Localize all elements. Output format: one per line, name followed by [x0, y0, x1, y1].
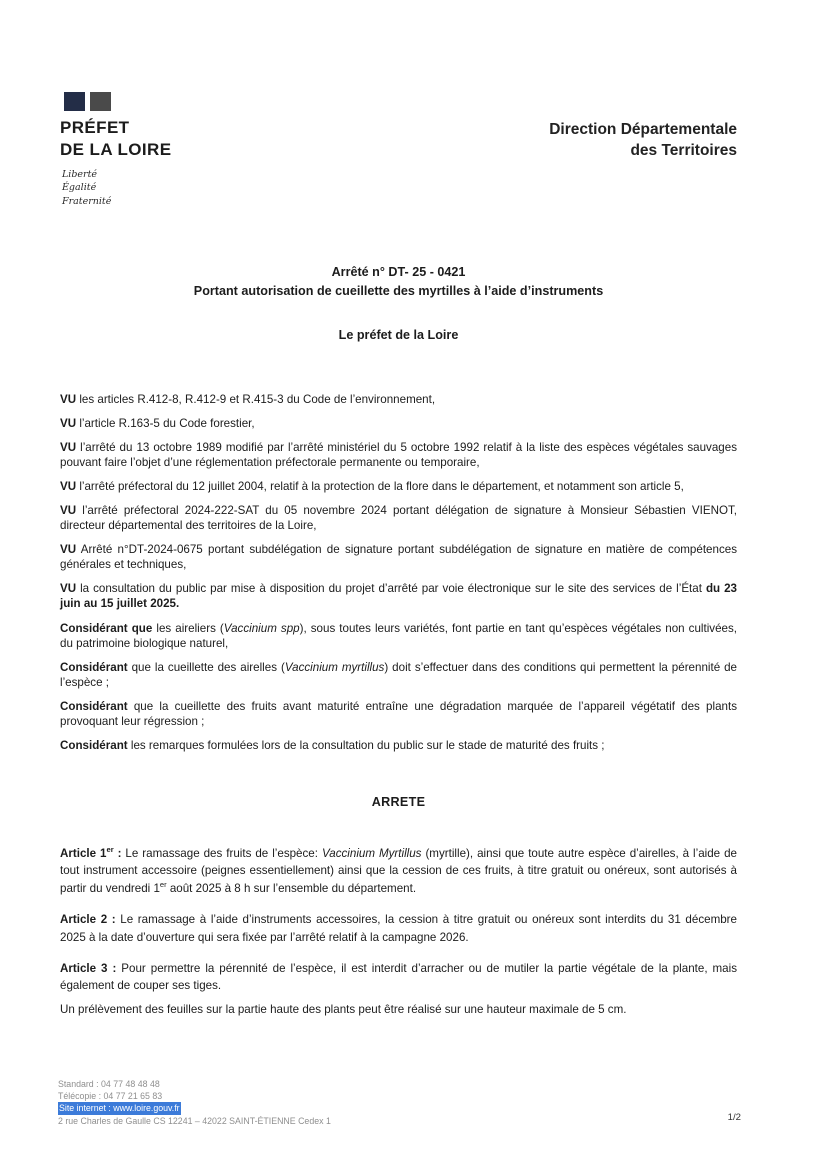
considerant-paragraph-2: Considérant que la cueillette des airelles (Vaccinium myrtillus) doit s’effectuer dans des conditions qui permettent la pérennité de l’espèce ;	[60, 660, 738, 689]
considerant-paragraph-3: Considérant que la cueillette des fruits avant maturité entraîne une dégradation marquée de l’appareil végétatif des plants provoquant leur régression ;	[60, 699, 737, 728]
footer-address: 2 rue Charles de Gaulle CS 12241 – 42022 SAINT-ÉTIENNE Cedex 1	[58, 1115, 331, 1126]
article-3-continuation: Un prélèvement des feuilles sur la partie haute des plants peut être réalisé sur une hauteur maximale de 5 cm.	[60, 1002, 627, 1016]
arrete-heading: ARRETE	[371, 794, 426, 809]
footer-fax: Télécopie : 04 77 21 65 83	[58, 1091, 163, 1102]
marianne-flag-icon	[64, 92, 171, 111]
agency-name	[60, 117, 171, 161]
flag-right-block-icon	[90, 92, 111, 111]
issuer-title: Le préfet de la Loire	[338, 327, 459, 342]
document-header	[60, 92, 737, 209]
direction-title-line1: Direction Départementale	[549, 121, 737, 138]
considerant-paragraph-4: Considérant les remarques formulées lors de la consultation du public sur le stade de maturité des fruits ;	[60, 738, 605, 752]
title-block	[60, 263, 737, 302]
page-number: 1/2	[727, 1112, 741, 1123]
agency-name-line2: DE LA LOIRE	[60, 139, 172, 159]
agency-name-line1: PRÉFET	[60, 118, 130, 137]
vu-paragraph-3: VU l’arrêté du 13 octobre 1989 modifié par l’arrêté ministériel du 5 octobre 1992 relatif à la liste des espèces végétales sauvages pouvant faire l’objet d’une réglementation préfectorale permanente ou temporaire,	[60, 440, 737, 470]
vu-paragraph-7: VU la consultation du public par mise à disposition du projet d’arrêté par voie électronique sur le site des services de l’État du 23 juin au 15 juillet 2025.	[60, 582, 738, 611]
article-2: Article 2 : Le ramassage à l’aide d’instruments accessoires, la cession à titre gratuit ou onéreux sont interdits du 31 décembre 2025 à la date d’ouverture qui sera fixée par l’arrêté relatif à la campagne 2026.	[60, 913, 737, 944]
vu-paragraph-6: VU Arrêté n°DT-2024-0675 portant subdélégation de signature portant subdélégation de signature en matière de compétences générales et techniques,	[60, 543, 737, 572]
prefet-logo-block	[60, 92, 171, 209]
direction-title	[549, 120, 737, 162]
vu-paragraph-1: VU les articles R.412-8, R.412-9 et R.415-3 du Code de l’environnement,	[60, 392, 436, 406]
flag-left-block-icon	[64, 92, 85, 111]
considerant-paragraph-1: Considérant que les aireliers (Vaccinium spp), sous toutes leurs variétés, font partie en tant qu’espèces végétales non cultivées, du patrimoine biologique naturel,	[60, 621, 737, 650]
motto-liberte: Liberté	[62, 168, 98, 180]
footer-block	[58, 1078, 331, 1127]
direction-title-line2: des Territoires	[630, 141, 737, 159]
arrete-number: Arrêté n° DT- 25 - 0421	[331, 264, 466, 279]
vu-paragraph-4: VU l’arrêté préfectoral du 12 juillet 2004, relatif à la protection de la flore dans le département, et notamment son article 5,	[60, 480, 684, 494]
footer-phone: Standard : 04 77 48 48 48	[58, 1078, 160, 1089]
article-1: Article 1er : Le ramassage des fruits de l’espèce: Vaccinium Myrtillus (myrtille), ainsi que toute autre espèce d’airelles, à l’aide de tout instrument accessoire (peignes essentiellement) ainsi que la cession de ces fruits, à titre gratuit ou onéreux, sont autorisés à partir du vendredi 1er août 2025 à 8 h sur l’ensemble du département.	[60, 845, 737, 895]
vu-paragraph-2: VU l’article R.163-5 du Code forestier,	[60, 416, 255, 430]
document-body	[60, 392, 737, 1018]
motto-egalite: Égalité	[62, 182, 97, 194]
republic-motto	[62, 168, 171, 209]
motto-fraternite: Fraternité	[62, 196, 112, 208]
vu-paragraph-5: VU l’arrêté préfectoral 2024-222-SAT du 05 novembre 2024 portant délégation de signature à Monsieur Sébastien VIENOT, directeur départemental des territoires de la Loire,	[60, 504, 737, 533]
arrete-subject: Portant autorisation de cueillette des myrtilles à l’aide d’instruments	[193, 284, 604, 299]
footer-website-link[interactable]: Site internet : www.loire.gouv.fr	[59, 1103, 180, 1114]
article-3: Article 3 : Pour permettre la pérennité de l’espèce, il est interdit d’arracher ou de mutiler la partie végétale de la plante, mais également de couper ses tiges.	[60, 961, 737, 993]
